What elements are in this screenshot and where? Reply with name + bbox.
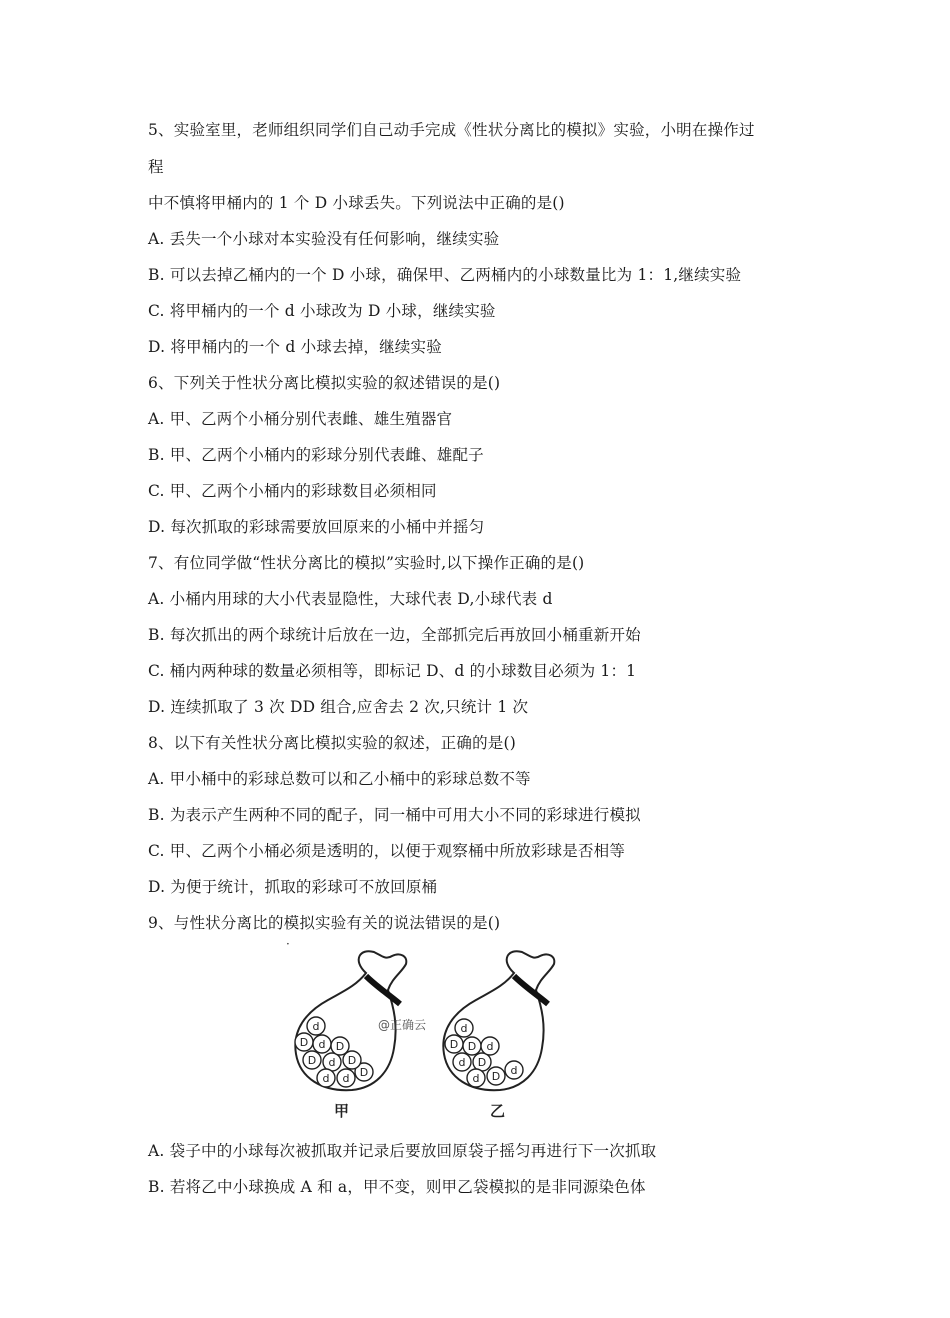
q7-option-b: B. 每次抓出的两个球统计后放在一边，全部抓完后再放回小桶重新开始: [148, 626, 641, 644]
svg-text:D: D: [491, 1070, 501, 1083]
q9-option-b: B. 若将乙中小球换成 A 和 a，甲不变，则甲乙袋模拟的是非同源染色体: [148, 1178, 646, 1196]
q7-option-d: D. 连续抓取了 3 次 DD 组合,应舍去 2 次,只统计 1 次: [148, 698, 529, 716]
q8-option-c: C. 甲、乙两个小桶必须是透明的，以便于观察桶中所放彩球是否相等: [148, 842, 626, 860]
q8-option-b: B. 为表示产生两种不同的配子，同一桶中可用大小不同的彩球进行模拟: [148, 806, 641, 824]
svg-text:D: D: [307, 1054, 317, 1067]
svg-text:d: d: [318, 1038, 326, 1051]
svg-text:D: D: [335, 1040, 345, 1053]
q9-figure-two-bags: [282, 938, 582, 1123]
svg-text:d: d: [486, 1040, 494, 1053]
svg-text:D: D: [477, 1056, 487, 1069]
q7-stem: 7、有位同学做“性状分离比的模拟”实验时,以下操作正确的是(): [148, 554, 585, 572]
bags-illustration: [282, 938, 582, 1123]
svg-text:d: d: [460, 1022, 468, 1035]
q5-stem-line3: 中不慎将甲桶内的 1 个 D 小球丢失。下列说法中正确的是(): [148, 194, 565, 212]
q5-option-a: A. 丢失一个小球对本实验没有任何影响，继续实验: [148, 230, 500, 248]
svg-text:D: D: [347, 1054, 357, 1067]
q6-stem: 6、下列关于性状分离比模拟实验的叙述错误的是(): [148, 374, 501, 392]
q8-option-d: D. 为便于统计，抓取的彩球可不放回原桶: [148, 878, 438, 896]
svg-text:d: d: [342, 1072, 350, 1085]
svg-text:D: D: [359, 1066, 369, 1079]
svg-text:D: D: [449, 1038, 459, 1051]
q5-option-c: C. 将甲桶内的一个 d 小球改为 D 小球，继续实验: [148, 302, 496, 320]
q8-option-a: A. 甲小桶中的彩球总数可以和乙小桶中的彩球总数不等: [148, 770, 531, 788]
q6-option-c: C. 甲、乙两个小桶内的彩球数目必须相同: [148, 482, 437, 500]
q9-stem: 9、与性状分离比的模拟实验有关的说法错误的是(): [148, 914, 501, 932]
figure-watermark: @正确云: [378, 1018, 427, 1032]
q5-stem-line2: 程: [148, 158, 164, 176]
q7-option-a: A. 小桶内用球的大小代表显隐性，大球代表 D,小球代表 d: [148, 590, 553, 608]
q6-option-d: D. 每次抓取的彩球需要放回原来的小桶中并摇匀: [148, 518, 485, 536]
svg-text:D: D: [467, 1040, 477, 1053]
bag-right-label: 乙: [490, 1102, 506, 1120]
svg-text:d: d: [510, 1064, 518, 1077]
stray-dot: ·: [286, 938, 290, 951]
q6-option-a: A. 甲、乙两个小桶分别代表雌、雄生殖器官: [148, 410, 453, 428]
svg-text:d: d: [328, 1056, 336, 1069]
q8-stem: 8、以下有关性状分离比模拟实验的叙述，正确的是(): [148, 734, 516, 752]
q5-stem-line1: 5、实验室里，老师组织同学们自己动手完成《性状分离比的模拟》实验，小明在操作过: [148, 121, 755, 139]
svg-text:D: D: [299, 1036, 309, 1049]
q5-option-b: B. 可以去掉乙桶内的一个 D 小球，确保甲、乙两桶内的小球数量比为 1：1,继续实验: [148, 266, 742, 284]
bag-left-label: 甲: [334, 1102, 350, 1120]
svg-text:d: d: [312, 1020, 320, 1033]
svg-text:d: d: [458, 1056, 466, 1069]
q6-option-b: B. 甲、乙两个小桶内的彩球分别代表雌、雄配子: [148, 446, 484, 464]
q5-option-d: D. 将甲桶内的一个 d 小球去掉，继续实验: [148, 338, 442, 356]
svg-text:d: d: [472, 1072, 480, 1085]
q9-option-a: A. 袋子中的小球每次被抓取并记录后要放回原袋子摇匀再进行下一次抓取: [148, 1142, 657, 1160]
q7-option-c: C. 桶内两种球的数量必须相等，即标记 D、d 的小球数目必须为 1：1: [148, 662, 637, 680]
svg-text:d: d: [322, 1072, 330, 1085]
